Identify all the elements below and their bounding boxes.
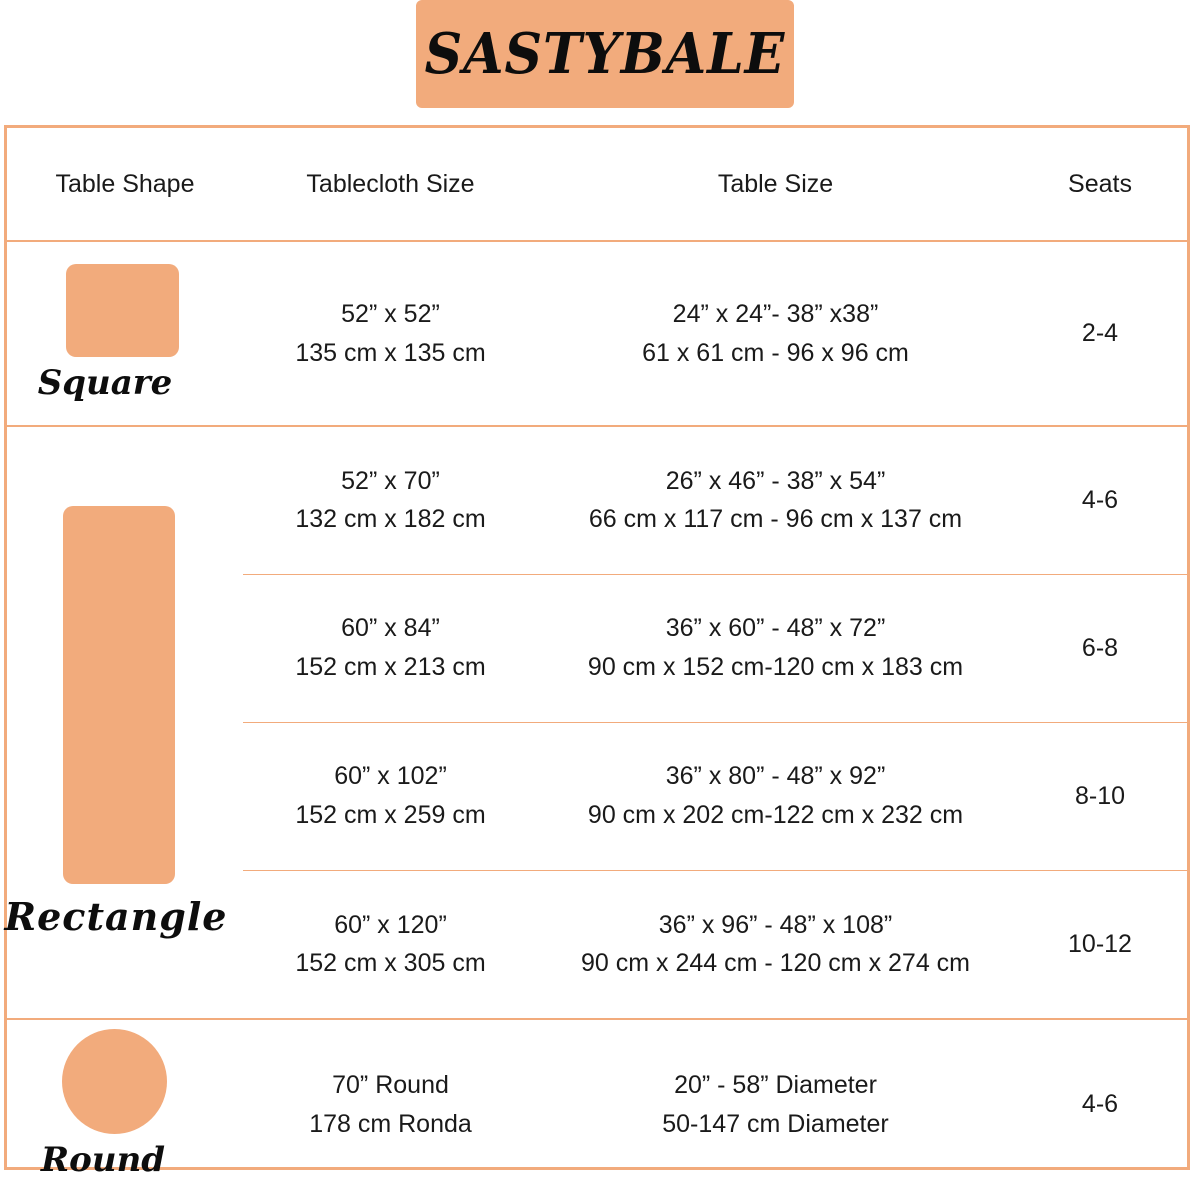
cell-seats: 6-8 (1013, 574, 1187, 722)
cell-table-size (538, 241, 1013, 426)
value-size-inches: 36” x 80” - 48” x 92” (665, 762, 886, 791)
value-cloth-inches: 60” x 102” (334, 762, 447, 791)
size-chart-table (4, 128, 1187, 1189)
cell-seats: 4-6 (1013, 426, 1187, 574)
column-header-table-shape: Table Shape (7, 128, 243, 241)
value-cloth-cm: 135 cm x 135 cm (295, 338, 486, 367)
value-size-inches: 26” x 46” - 38” x 54” (665, 466, 886, 495)
value-size-cm: 90 cm x 152 cm-120 cm x 183 cm (587, 653, 964, 681)
cell-seats: 8-10 (1013, 722, 1187, 870)
table-header-row (7, 128, 1187, 241)
shape-cell-round (7, 1019, 243, 1189)
value-cloth-cm: 152 cm x 259 cm (295, 801, 486, 829)
value-size-inches: 36” x 60” - 48” x 72” (665, 614, 886, 643)
value-size-cm: 50-147 cm Diameter (662, 1109, 889, 1138)
value-cloth-cm: 152 cm x 213 cm (295, 653, 486, 681)
brand-badge (416, 0, 794, 108)
rectangle-shape-icon (63, 506, 175, 884)
column-header-table-size: Table Size (538, 128, 1013, 241)
square-shape-icon (66, 264, 179, 357)
value-size-cm: 90 cm x 202 cm-122 cm x 232 cm (587, 801, 964, 829)
table-row (7, 1019, 1187, 1189)
value-cloth-inches: 60” x 84” (341, 614, 440, 643)
column-header-tablecloth-size: Tablecloth Size (243, 128, 538, 241)
cell-seats: 10-12 (1013, 870, 1187, 1018)
round-shape-icon (62, 1029, 167, 1134)
column-header-seats: Seats (1013, 128, 1187, 241)
value-cloth-inches: 70” Round (332, 1070, 449, 1099)
value-cloth-inches: 52” x 70” (341, 466, 440, 495)
value-size-cm: 66 cm x 117 cm - 96 cm x 137 cm (588, 505, 963, 534)
cell-tablecloth-size (243, 241, 538, 426)
shape-label-rectangle: Rectangle (4, 894, 228, 939)
cell-seats: 2-4 (1081, 319, 1119, 347)
brand-name: SASTYBALE (424, 21, 786, 87)
cell-tablecloth-size (243, 574, 538, 722)
cell-seats: 4-6 (1013, 1019, 1187, 1189)
cell-table-size (538, 722, 1013, 870)
cell-tablecloth-size (243, 426, 538, 574)
value-cloth-cm: 152 cm x 305 cm (295, 949, 486, 978)
cell-tablecloth-size (243, 722, 538, 870)
shape-cell-rectangle (4, 426, 243, 1019)
value-size-cm: 61 x 61 cm - 96 x 96 cm (642, 338, 909, 367)
value-cloth-inches: 60” x 120” (334, 910, 447, 939)
value-cloth-inches: 52” x 52” (341, 299, 440, 328)
value-size-inches: 20” - 58” Diameter (674, 1070, 877, 1099)
cell-tablecloth-size (243, 1019, 538, 1189)
cell-table-size (538, 870, 1013, 1018)
value-size-cm: 90 cm x 244 cm - 120 cm x 274 cm (580, 949, 971, 978)
value-cloth-cm: 178 cm Ronda (309, 1109, 472, 1138)
shape-cell-square (7, 241, 243, 426)
cell-table-size (538, 574, 1013, 722)
size-chart (4, 125, 1190, 1180)
cell-tablecloth-size (243, 870, 538, 1018)
shape-label-square: Square (37, 363, 173, 403)
value-size-inches: 36” x 96” - 48” x 108” (658, 910, 893, 939)
brand-banner (0, 0, 1200, 118)
cell-table-size (538, 1019, 1013, 1189)
value-cloth-cm: 132 cm x 182 cm (295, 505, 486, 534)
table-row (7, 426, 1187, 574)
cell-table-size (538, 426, 1013, 574)
shape-label-round: Round (40, 1140, 166, 1180)
value-size-inches: 24” x 24”- 38” x38” (672, 299, 879, 328)
table-row (7, 241, 1187, 426)
